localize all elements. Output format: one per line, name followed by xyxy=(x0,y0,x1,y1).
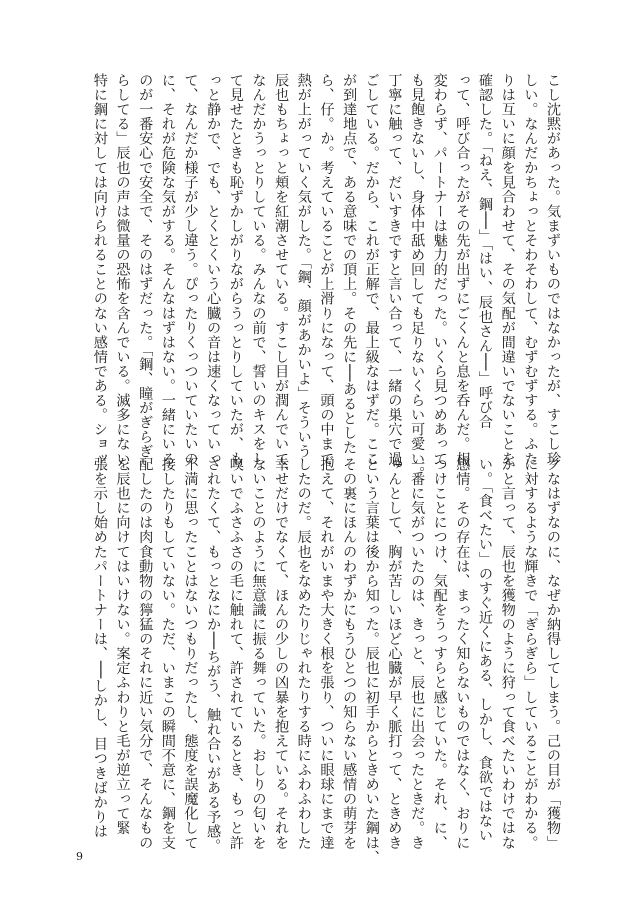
text-line: ら、仔。か。考えていることが上滑りになって、頭の中まで xyxy=(318,73,335,466)
text-line: されたくて、もっとなにか──ちがう、触れ合いがある予感。 xyxy=(205,457,222,854)
text-line: い。「食べたい」のすぐ近くにある、しかし、食欲ではない xyxy=(477,457,494,843)
text-line: のが一番安心で安全で、そのはずだった。「鋼、瞳がぎらぎ xyxy=(137,73,154,459)
text-line: も見飽きないし、身体中舐め回しても足りないくらい可愛い。 xyxy=(409,73,426,481)
text-line: が到達地点で、ある意味での頂上。その先に──あるとした xyxy=(341,73,358,455)
text-line: 熱が上がっていく気がした。「鋼、顔があかいよ」そういう xyxy=(295,73,312,459)
text-line: したのだ。辰也をなめたりじゃれたりする時にふわふわした xyxy=(295,457,312,850)
text-line: に対するような輝きで「ぎらぎら」していることがわかる。 xyxy=(522,457,539,850)
page-number: 9 xyxy=(76,850,83,863)
text-line: 張を示し始めたパートナーは、──しかし、目つきばかりは xyxy=(91,457,108,839)
text-line: りは互いに顔を見合わせて、その気配が間違いでないことを xyxy=(499,73,516,466)
text-line: って、呼び合ったがその先が出ずにごくんと息を呑んだ。相 xyxy=(454,73,471,466)
text-line: 幸せだけでなくて、ほんの少しの凶暴を抱えている。それを xyxy=(273,457,290,850)
text-line: 特に鋼に対しては向けられることのない感情である。ショッ xyxy=(91,73,108,466)
text-line: 確認した。「ねえ、鋼──」「はい、辰也さん──」呼び合 xyxy=(477,73,494,430)
lower-text-block xyxy=(88,457,564,865)
text-line: しい。なんだかちょっとそわそわして、むずむずする。ふた xyxy=(522,73,539,466)
text-line: 感情。その存在は、まったく知らないものではなく、おりに xyxy=(454,457,471,850)
text-line: に、それが危険な気がする。そんなはずはない。一緒にいる xyxy=(159,73,176,466)
text-line: ないことのように無意識に振る舞っていた。おしりの匂いを xyxy=(250,457,267,850)
text-line: らしてる」辰也の声は微量の恐怖を含んでいる。滅多にない、 xyxy=(114,73,131,481)
text-line: 変わらず、パートナーは魅力的だった。いくら見つめあって xyxy=(431,73,448,466)
text-line: を辰也に向けてはいけない。案定ふわりと毛が逆立って緊 xyxy=(114,457,131,836)
text-line: かと言って、辰也を獲物のように狩って食べたいわけではな xyxy=(499,457,516,850)
text-line: 不満に思ったことはないつもりだったし、態度を誤魔化して xyxy=(182,457,199,850)
text-line: 一番に気がついたのは、きっと、辰也に出会ったときだ。き xyxy=(409,457,426,850)
text-line: という言葉は後から知った。辰也に初手からときめいた鋼は、 xyxy=(363,457,380,865)
text-line: 配したのは肉食動物の獰猛のそれに近い気分で、そんなもの xyxy=(137,457,154,850)
text-line: て、なんだか様子が少し違う。ぴったりくっついていたいの xyxy=(182,73,199,466)
text-line: っと静かで、でも、とくとくいう心臓の音は速くなっていっ xyxy=(205,73,222,466)
text-line: 嗅いでふさふさの毛に触れて、許されているとき、もっと許 xyxy=(227,457,244,850)
text-line: 抱えて、それがいまや大きく根を張り、ついに眼球にまで達 xyxy=(318,457,335,850)
text-line: つけことにつけ、気配をうっすらと感じていた。それ、に、 xyxy=(431,457,448,850)
text-line: 接したりもしていない。ただ、いまこの瞬間不意に、鋼を支 xyxy=(159,457,176,850)
text-line: 丁寧に触って、だいすきですと言い合って、一緒の巣穴で過 xyxy=(386,73,403,466)
text-line: ごしている。だから、これが正解で、最上級なはずだ。ここ xyxy=(363,73,380,466)
text-line: ゅんとして、胸が苦しいほど心臓が早く脈打って、ときめき xyxy=(386,457,403,850)
text-line: て見せたときも恥ずかしがりながらうっとりしていたが、も xyxy=(227,73,244,466)
text-line: 辰也もちょっと頬を紅潮させている。すこし目が潤んでいて、 xyxy=(273,73,290,481)
text-line: なんだかうっとりしている。みんなの前で、誓いのキスをし xyxy=(250,73,267,466)
upper-text-block xyxy=(88,73,564,481)
text-line: その裏にほんのわずかにもうひとつの知らない感情の萌芽を xyxy=(341,457,358,850)
text-line: クなはずなのに、なぜか納得してしまう。己の目が「獲物」 xyxy=(545,457,561,850)
text-line: こし沈黙があった。気まずいものではなかったが、すこし珍 xyxy=(545,73,561,466)
